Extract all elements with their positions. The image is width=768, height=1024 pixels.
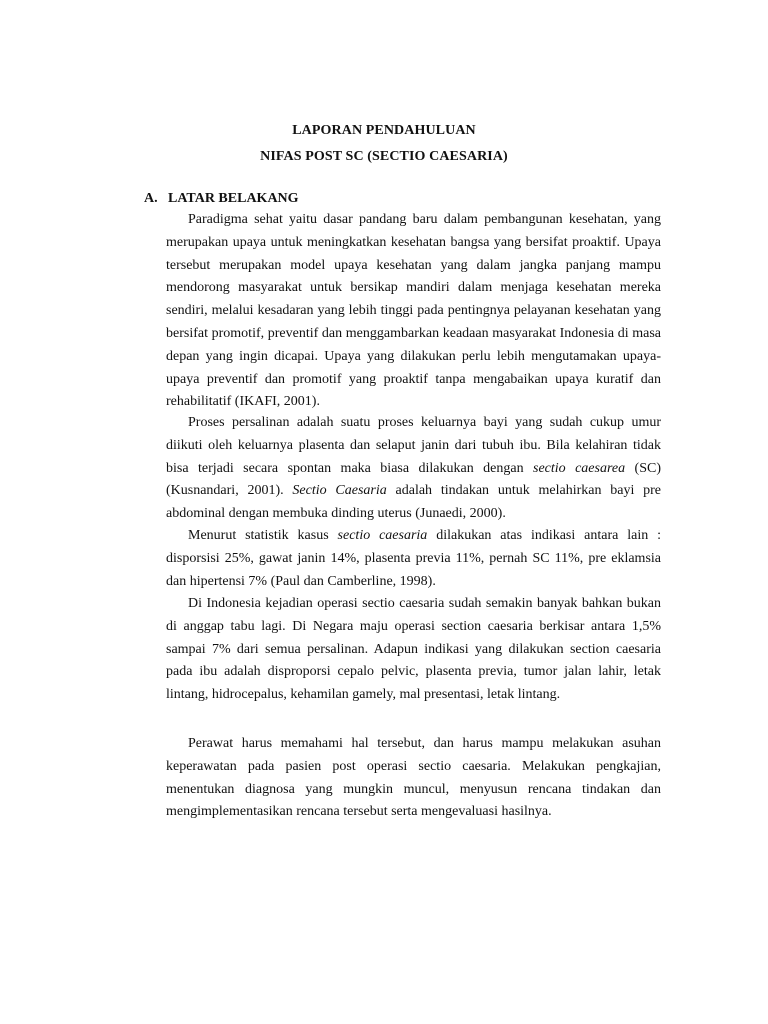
paragraph-text: (SC) (Kusnandari, 2001). (166, 460, 661, 499)
paragraph-text: Menurut statistik kasus (188, 528, 338, 543)
paragraph (166, 209, 661, 414)
section-letter: A. (144, 191, 158, 206)
italic-term: sectio caesarea (533, 460, 626, 476)
paragraph (166, 733, 661, 824)
section-title: LATAR BELAKANG (168, 191, 299, 206)
italic-term: sectio caesaria (337, 528, 428, 543)
paragraph (166, 525, 661, 593)
paragraph-text: Di Indonesia kejadian operasi sectio caesaria sudah semakin banyak bahkan bukan di anggap tabu lagi. Di Negara maju operasi section caesaria berkisar antara 1,5% sampai 7% dari semua persalinan. Adapun indikasi yang dilakukan section caesaria pada ibu adalah disproporsi cepalo pelvic, plasenta previa, tumor jalan lahir, letak lintang, hidrocepalus, kehamilan gamely, mal presentasi, letak lintang. (166, 596, 661, 703)
paragraph (166, 412, 661, 526)
document-title: LAPORAN PENDAHULUAN (292, 123, 476, 138)
paragraph-text: Proses persalinan adalah suatu proses keluarnya bayi yang sudah cukup umur diikuti oleh keluarnya plasenta dan selaput janin dari tubuh ibu. Bila kelahiran tidak bisa terjadi secara spontan maka biasa dilakukan dengan (166, 415, 661, 476)
section-heading (144, 191, 299, 207)
paragraph (166, 593, 661, 707)
italic-term: Sectio Caesaria (292, 483, 387, 499)
paragraph-text: dilakukan atas indikasi antara lain : disporsisi 25%, gawat janin 14%, plasenta previa 11%, pernah SC 11%, pre eklamsia dan hipertensi 7% (Paul dan Camberline, 1998). (166, 528, 661, 589)
paragraph-text: Paradigma sehat yaitu dasar pandang baru dalam pembangunan kesehatan, yang merupakan upaya untuk meningkatkan kesehatan bangsa yang bersifat proaktif. Upaya tersebut merupakan model upaya kesehatan yang dalam jangka panjang mampu mendorong masyarakat untuk bersikap mandiri dalam menjaga kesehatan mereka sendiri, melalui kesadaran yang lebih tinggi pada pentingnya pelayanan kesehatan yang bersifat promotif, preventif dan menggambarkan keadaan masyarakat Indonesia di masa depan yang ingin dicapai. Upaya yang dilakukan perlu lebih mengutamakan upaya-upaya preventif dan promotif yang proaktif tanpa mengabaikan upaya kuratif dan rehabilitatif (IKAFI, 2001). (166, 212, 661, 410)
document-subtitle: NIFAS POST SC (SECTIO CAESARIA) (260, 149, 508, 164)
paragraph-text: adalah tindakan untuk melahirkan bayi pre abdominal dengan membuka dinding uterus (Junaedi, 2000). (166, 483, 661, 522)
paragraph-text: Perawat harus memahami hal tersebut, dan harus mampu melakukan asuhan keperawatan pada pasien post operasi sectio caesaria. Melakukan pengkajian, menentukan diagnosa yang mungkin muncul, menyusun rencana tindakan dan mengimplementasikan rencana tersebut serta mengevaluasi hasilnya. (166, 736, 661, 820)
